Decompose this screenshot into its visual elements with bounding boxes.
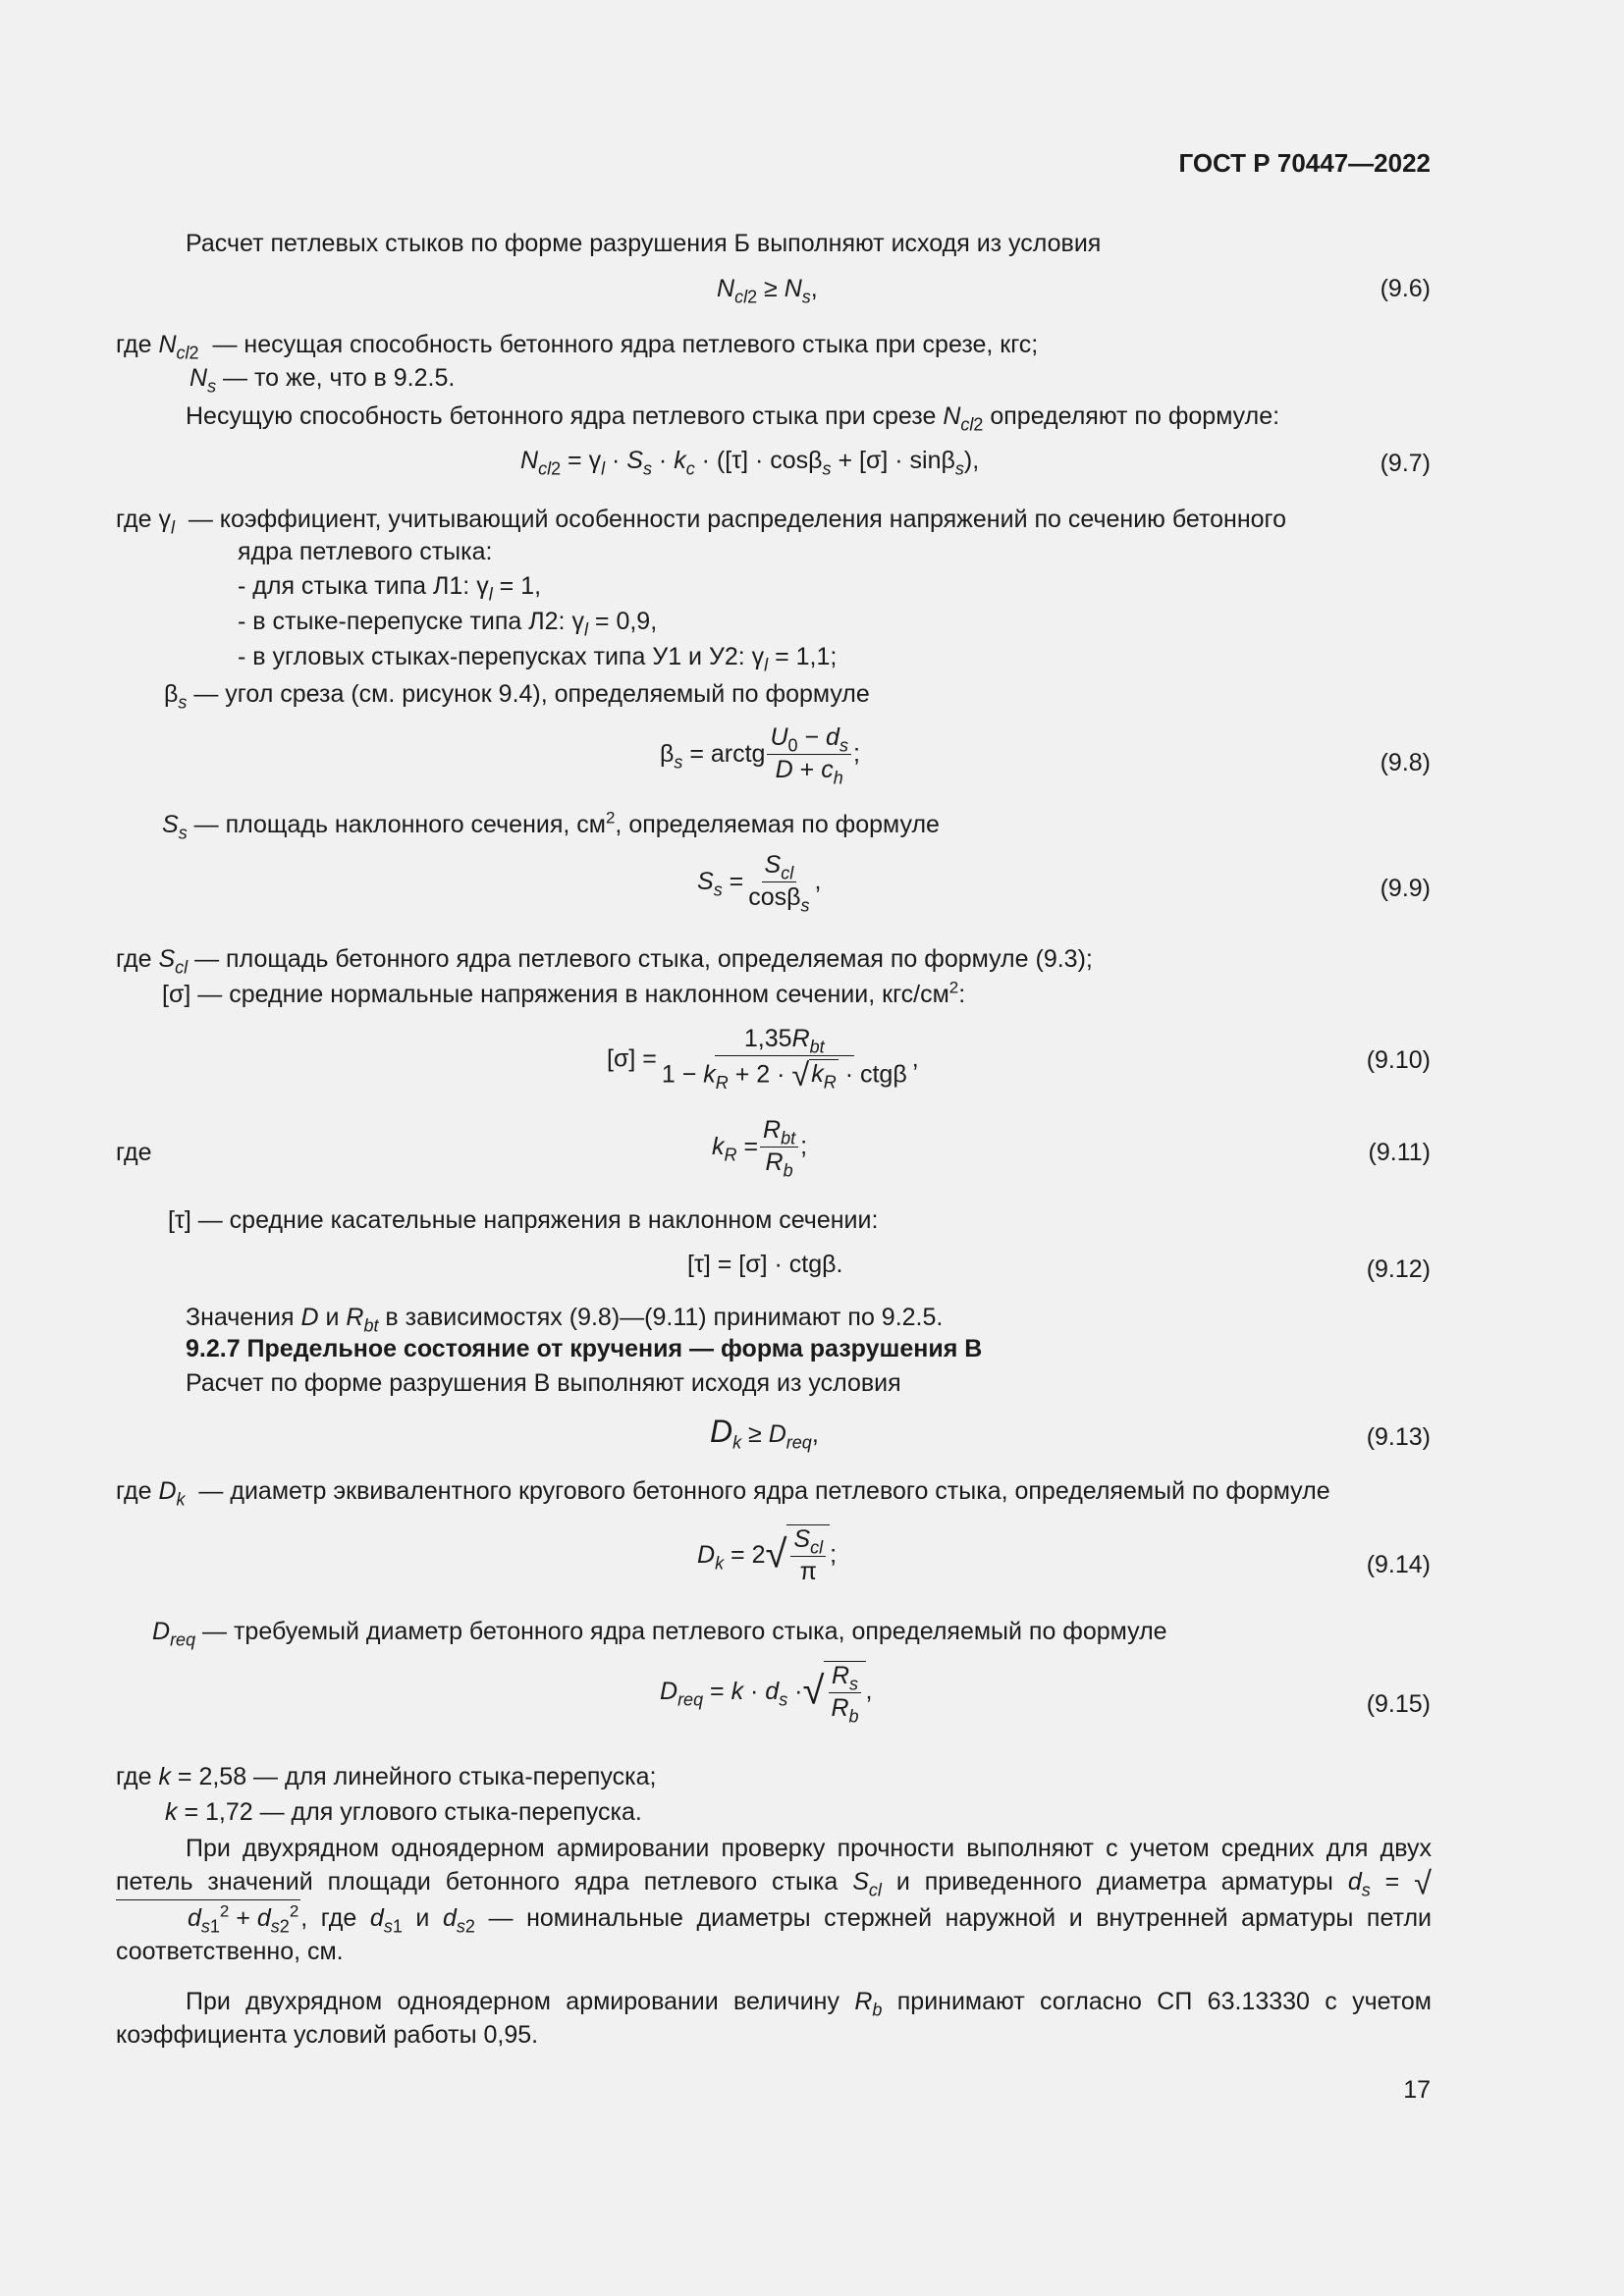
values-note-start: Значения (186, 1304, 295, 1331)
eq-number-9-9: (9.9) (1380, 875, 1431, 902)
gamma-item-label: - в стыке-перепуске типа Л2: (238, 608, 566, 635)
eq-number-9-8: (9.8) (1380, 749, 1431, 776)
scl-description: — площадь бетонного ядра петлевого стыка, определяемая по формуле (9.3); (194, 945, 1093, 973)
section-title-9-2-7: 9.2.7 Предельное состояние от кручения — форма разрушения В (186, 1335, 983, 1362)
eq-number-9-15: (9.15) (1366, 1690, 1431, 1718)
intro-form-b: Расчет петлевых стыков по форме разрушения Б выполняют исходя из условия (186, 230, 1102, 257)
where-k2: k = 1,72 — для углового стыка-перепуска. (165, 1798, 642, 1826)
where-label-9-11: где (116, 1139, 152, 1166)
intro-form-v: Расчет по форме разрушения В выполняют исходя из условия (186, 1369, 901, 1397)
capacity-intro: Несущую способность бетонного ядра петлевого стыка при срезе $N_{cl2}$ определяют по формуле: (186, 402, 1280, 435)
gamma-item-label: - в угловых стыках-перепусках типа У1 и У2: (238, 643, 745, 670)
capacity-intro-tail: определяют по формуле: (990, 402, 1280, 430)
capacity-intro-text: Несущую способность бетонного ядра петлевого стыка при срезе (186, 402, 937, 430)
eq-number-9-12: (9.12) (1366, 1255, 1431, 1283)
rb-note-text-2: принимают согласно СП 63.13330 с учетом коэффициента условий работы 0,95. (116, 1988, 1432, 2049)
formula-9-8: $\beta_s$ = arctg $\frac{U_0 - d_s}{D + c_h}$ ; (660, 723, 860, 787)
gamma-item-value: = 1, (499, 572, 542, 600)
gamma-description: — коэффициент, учитывающий особенности распределения напряжений по сечению бетонного (188, 506, 1287, 533)
double-row-text-5: — номинальные диаметры стержней наружной и внутренней арматуры петли соответственно, см. (116, 1904, 1433, 1966)
page-number: 17 (1403, 2076, 1431, 2104)
tau-definition: [τ] — средние касательные напряжения в наклонном сечении: (168, 1206, 879, 1234)
formula-9-10: [σ] = $\frac{1,35R_{bt}}{1 - k_R + 2 \cdot √k_R \cdot ctg\beta}$ , (607, 1025, 919, 1093)
formula-9-6: $N_{cl2} \ge N_s$, (717, 275, 818, 307)
gamma-item-l2: - в стыке-перепуске типа Л2: $\gamma_l = 0,9$, (238, 608, 658, 640)
values-note-end: в зависимостях (9.8)—(9.11) принимают по 9.2.5. (385, 1304, 944, 1331)
rb-note-paragraph: При двухрядном одноядерном армировании величину $R_b$ принимают согласно СП 63.13330 с учетом коэффициента условий работы 0,95. (116, 1988, 1432, 2049)
values-note: Значения D и $R_{bt}$ в зависимостях (9.8)—(9.11) принимают по 9.2.5. (186, 1304, 944, 1336)
coefficient-135: 1,35 (743, 1025, 792, 1052)
where-scl: где $S_{cl}$ — площадь бетонного ядра петлевого стыка, определяемая по формуле (9.3); (116, 945, 1093, 978)
formula-9-14: $D_k = 2√$ $\frac{S_{cl}}{\pi}$ ; (697, 1525, 838, 1585)
formula-9-12: [τ] = [σ] · ctgβ. (687, 1251, 843, 1278)
dreq-description: — требуемый диаметр бетонного ядра петлевого стыка, определяемый по формуле (202, 1618, 1167, 1645)
k-linear: = 2,58 — для линейного стыка-перепуска; (177, 1763, 657, 1790)
eq-number-9-7: (9.7) (1380, 450, 1431, 477)
ss-description-tail: , определяемая по формуле (615, 811, 940, 838)
sigma-definition: [σ] — средние нормальные напряжения в наклонном сечении, кгс/$см^2$: (162, 978, 966, 1008)
eq-number-9-10: (9.10) (1366, 1046, 1431, 1074)
dk-description: — диаметр эквивалентного кругового бетонного ядра петлевого стыка, определяемый по формуле (198, 1477, 1330, 1505)
constant-two: 2 (751, 1540, 766, 1569)
rb-note-text-1: При двухрядном одноядерном армировании величину (186, 1988, 839, 2015)
where-ncl2: где $N_{cl2}$ — несущая способность бетонного ядра петлевого стыка при срезе, кгс; (116, 331, 1039, 363)
gamma-item-label: - для стыка типа Л1: (238, 572, 470, 600)
where-label: где (116, 506, 152, 533)
sigma-description: — средние нормальные напряжения в наклонном сечении, кгс/см (197, 981, 949, 1008)
eq-number-9-11: (9.11) (1368, 1139, 1431, 1166)
beta-definition: $\beta_s$ — угол среза (см. рисунок 9.4), определяемый по формуле (164, 680, 870, 713)
document-id: ГОСТ Р 70447—2022 (1178, 148, 1431, 178)
gamma-description-2: ядра петлевого стыка: (238, 538, 493, 565)
double-row-text-1: При двухрядном одноядерном армировании проверку прочности выполняют с учетом средних для двух петель значений площади бетонного ядра петлевого стыка (116, 1835, 1432, 1896)
where-label: где (116, 1477, 152, 1505)
formula-9-15: $D_{req} = k \cdot d_s$ ·√ $\frac{R_s}{R_b}$ , (660, 1662, 873, 1726)
where-label: где (116, 1763, 152, 1790)
eq-number-9-13: (9.13) (1366, 1423, 1431, 1451)
dreq-definition: $D_{req}$ — требуемый диаметр бетонного ядра петлевого стыка, определяемый по формуле (152, 1618, 1167, 1650)
double-row-text-4: и (415, 1904, 430, 1933)
formula-9-9: $S_s$ = $\frac{S_{cl}}{\cos\beta_s}$ , (697, 851, 822, 915)
gamma-item-value: = 0,9, (594, 608, 658, 635)
constant-two: 2 (756, 1059, 771, 1088)
where-label: где (116, 945, 152, 973)
where-k1: где k = 2,58 — для линейного стыка-перепуска; (116, 1763, 657, 1790)
gamma-item-value: = 1,1; (775, 643, 838, 670)
beta-description: — угол среза (см. рисунок 9.4), определяемый по формуле (193, 680, 870, 708)
ns-description: — то же, что в 9.2.5. (223, 364, 456, 392)
formula-9-13: $D_k \ge D_{req}$, (710, 1414, 819, 1453)
gamma-item-u: - в угловых стыках-перепусках типа У1 и У2: $\gamma_l = 1,1$; (238, 643, 838, 675)
formula-9-11: $k_R$ = $\frac{R_{bt}}{R_b}$ ; (712, 1116, 808, 1180)
gamma-item-l1: - для стыка типа Л1: $\gamma_l = 1$, (238, 572, 542, 605)
where-gamma: где $\gamma_l$ — коэффициент, учитывающий особенности распределения напряжений по сечению бетонного (116, 506, 1287, 538)
eq-number-9-14: (9.14) (1366, 1551, 1431, 1578)
eq-number-9-6: (9.6) (1380, 275, 1431, 302)
double-row-text-3: , где (300, 1904, 357, 1933)
ns-definition: $N_s$ — то же, что в 9.2.5. (189, 364, 456, 397)
where-dk: где $D_k$ — диаметр эквивалентного кругового бетонного ядра петлевого стыка, определяемый по формуле (116, 1477, 1330, 1510)
double-row-paragraph: При двухрядном одноядерном армировании проверку прочности выполняют с учетом средних для двух петель значений площади бетонного ядра петлевого стыка $S_{cl}$ и приведенного диаметра арматуры $d_s = √d_{s1}^2 + d_{s2}^2$, где $d_{s1}$ и $d_{s2}$ — номинальные диаметры стержней наружной и внутренней арматуры петли соответственно, см. (116, 1835, 1433, 1966)
k-angular: = 1,72 — для углового стыка-перепуска. (184, 1798, 642, 1826)
tau-description: — средние касательные напряжения в наклонном сечении: (197, 1206, 879, 1234)
values-note-and: и (325, 1304, 340, 1331)
constant-one: 1 (661, 1059, 676, 1088)
where-label: где (116, 331, 152, 358)
ncl2-description: — несущая способность бетонного ядра петлевого стыка при срезе, кгс; (212, 331, 1039, 358)
ss-description: — площадь наклонного сечения, см (193, 811, 606, 838)
ss-definition: $S_s$ — площадь наклонного сечения, $см^2$, определяемая по формуле (162, 808, 940, 843)
formula-9-7: $N_{cl2} = \gamma_l \cdot S_s \cdot k_c \cdot ([\tau] \cdot \cos\beta_s + [\sigma] \cdot \sin\beta_s)$, (520, 447, 980, 479)
double-row-text-2: и приведенного диаметра арматуры (895, 1868, 1333, 1896)
